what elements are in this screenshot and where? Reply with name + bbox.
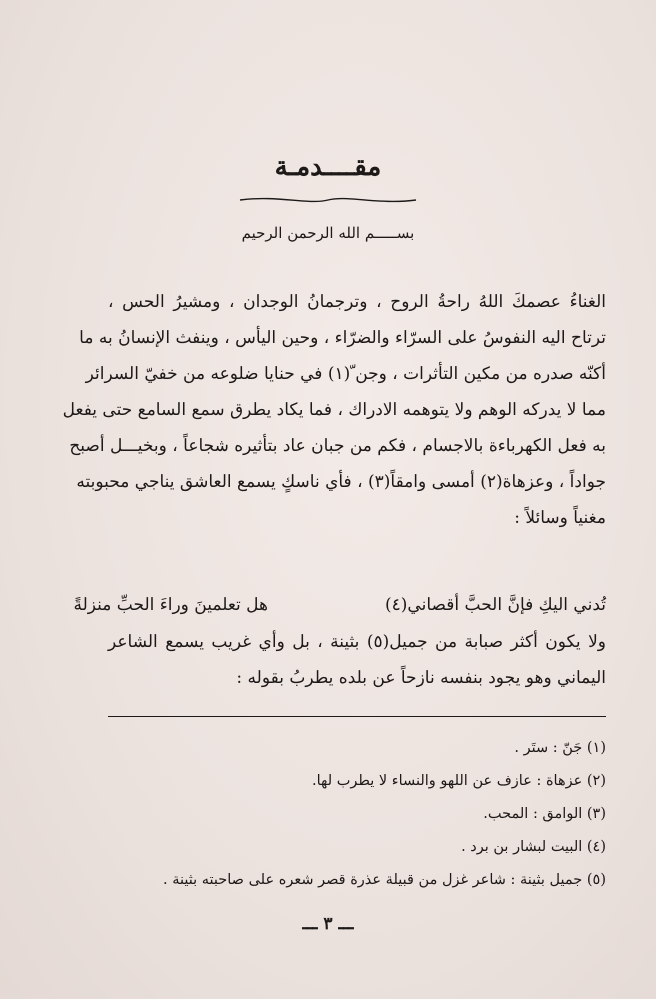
- verse-second-hemistich: تُدني اليكِ فإنَّ الحبَّ أقصاني(٤): [385, 595, 606, 615]
- footnote: (١) جَنّ : ستَر .: [514, 740, 606, 756]
- paragraph-line: ولا يكون أكثر صبابة من جميل(٥) بثينة ، بل وأي غريب يسمع الشاعر: [108, 632, 606, 652]
- footnote: (٢) عزهاة : عازف عن اللهو والنساء لا يطرب لها.: [312, 773, 606, 789]
- page-title: مقــــدمـة: [274, 152, 382, 182]
- intro-paragraph: [62, 284, 606, 536]
- paragraph-line: أكنّه صدره من مكين التأثرات ، وجن ّ(١) في حنايا ضلوعه من خفيّ السرائر: [85, 364, 606, 384]
- paragraph-line: اليماني وهو يجود بنفسه نازحاً عن بلده يطربُ بقوله :: [236, 668, 606, 688]
- paragraph-line: مغنياً وسائلاً :: [514, 508, 606, 528]
- verse-first-hemistich: هل تعلمينَ وراءَ الحبِّ منزلةً: [73, 595, 268, 615]
- paragraph-line: ترتاح اليه النفوسُ على السرّاء والضرّاء ، وحين اليأس ، وينفث الإنسانُ به ما: [79, 328, 606, 348]
- footnote: (٣) الوامق : المحب.: [483, 806, 606, 822]
- footnote: (٥) جميل بثينة : شاعر غزل من قبيلة عذرة قصر شعره على صاحبته بثينة .: [163, 872, 606, 888]
- footnote: (٤) البيت لبشار بن برد .: [461, 839, 606, 855]
- basmala: بســـــم الله الرحمن الرحيم: [241, 224, 415, 242]
- paragraph-line: جواداً ، وعزهاة(٢) أمسى وامقاً(٣) ، فأي ناسكٍ يسمع العاشق يناجي محبوبته: [76, 472, 606, 492]
- paragraph-line: مما لا يدركه الوهم ولا يتوهمه الادراك ، فما يكاد يطرق سمع السامع حتى يفعل: [62, 400, 606, 420]
- footnotes: [108, 732, 606, 897]
- footnote-separator: [108, 716, 606, 717]
- second-paragraph: [108, 624, 606, 696]
- title-flourish: [238, 193, 418, 207]
- page-number: ـــ ٣ ـــ: [302, 914, 354, 934]
- paragraph-line: الغناءُ عصمكَ اللهُ راحةُ الروح ، وترجمانُ الوجدان ، ومشيرُ الحس ،: [108, 292, 606, 312]
- paragraph-line: به فعل الكهرباءة بالاجسام ، فكم من جبان عاد بتأثيره شجاعاً ، وبخيـــل أصبح: [69, 436, 606, 456]
